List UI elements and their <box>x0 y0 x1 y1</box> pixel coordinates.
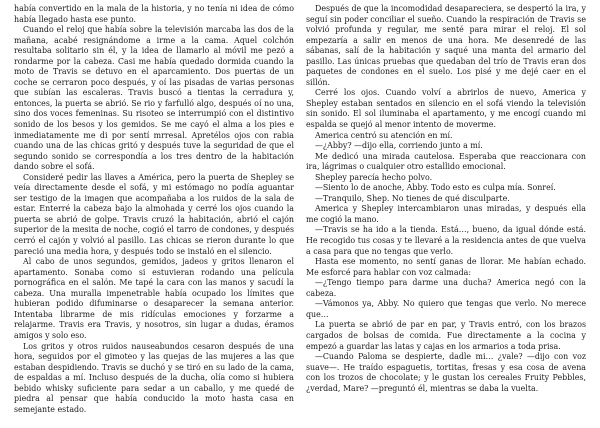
paragraph: America y Shepley intercambiaron unas miradas, y después ella me cogió la mano. <box>306 204 586 224</box>
paragraph: Cuando el reloj que había sobre la televisión marcaba las dos de la mañana, acabé resignándome a irme a la cama. Aquel colchón resultaba solitario sin él, y la idea de llamarlo al móvil me pezó a rondarme por la cabeza. Casi me había quedado dormida cuando la moto de Travis se detuvo en el aparcamiento. Dos puertas de un coche se cerraron poco después, y oí las pisadas de varias personas que subían las escaleras. Travis buscó a tientas la cerradura y, entonces, la puerta se abrió. Se rio y farfulló algo, después oí no una, sino dos voces femeninas. Su risoteo se interrumpió con el distintivo sonido de los besos y los gemidos. Se me cayó el alma a los pies e inmediatamente me di por sentí mrresal. Apretélos ojos con rabia cuando una de las chicas gritó y después tuve la seguridad de que el segundo sonido se correspondía a los tres dentro de la habitación dando sobre el sofá. <box>14 25 294 172</box>
left-page <box>14 0 294 428</box>
paragraph: Los gritos y otros ruidos nauseabundos cesaron después de una hora, seguidos por el gimoteo y las quejas de las mujeres a las que estaban despidiendo. Travis se duchó y se tiró en su lado de la cama, de espaldas a mí. Incluso después de la ducha, olía como si hubiera bebido whisky suficiente para sedar a un caballo, y me quedé de piedra al pensar que había conducido la moto hasta casa en semejante estado. <box>14 341 294 414</box>
paragraph: America centró su atención en mí. <box>315 130 453 140</box>
paragraph: había convertido en la mala de la historia, y no tenía ni idea de cómo había llegado hasta ese punto. <box>14 4 294 24</box>
paragraph: —¿Abby? —dijo ella, corriendo junto a mí. <box>315 141 483 151</box>
paragraph: —Cuando Paloma se despierte, dadle mi… ¿vale? —dijo con voz suave—. He traído espaguetis, tortitas, fresas y esa cosa de avena con los trozos de chocolate; y le gustan los cereales Fruity Pebbles, ¿verdad, Mare? —preguntó él, mientras se daba la vuelta. <box>306 352 586 393</box>
paragraph: —Tranquilo, Shep. No tienes de qué disculparte. <box>315 193 510 203</box>
paragraph: Hasta ese momento, no sentí ganas de llorar. Me habían echado. Me esforcé para hablar con voz calmada: <box>306 257 586 277</box>
paragraph: Al cabo de unos segundos, gemidos, jadeos y gritos llenaron el apartamento. Sonaba como si estuvieran rodando una película pornográfica en el salón. Me tapé la cara con las manos y sacudí la cabeza. Una muralla impenetrable había ocupado los límites que hubieran podido difuminarse o desaparecer la semana anterior. Intentaba librarme de mis ridículas emociones y forzarme a relajarme. Travis era Travis, y nosotros, sin lugar a dudas, éramos amigos y solo eso. <box>14 257 294 340</box>
paragraph: Cerré los ojos. Cuando volví a abrirlos de nuevo, America y Shepley estaban sentados en silencio en el sofá viendo la televisión sin sonido. El sol iluminaba el apartamento, y me encogí cuando mi espalda se quejó al menor intento de moverme. <box>306 88 586 130</box>
paragraph: La puerta se abrió de par en par, y Travis entró, con los brazos cargados de bolsas de comida. Fue directamente a la cocina y empezó a guardar las latas y cajas en los armarios a toda prisa. <box>306 320 586 351</box>
paragraph: Me dedicó una mirada cautelosa. Esperaba que reaccionara con ira, lágrimas o cualquier otro estallido emocional. <box>306 151 586 172</box>
paragraph: —Siento lo de anoche, Abby. Todo esto es culpa mía. Sonreí. <box>315 183 556 193</box>
paragraph: —¿Tengo tiempo para darme una ducha? America negó con la cabeza. <box>306 278 586 298</box>
paragraph: Consideré pedir las llaves a América, pero la puerta de Shepley se veía directamente desde el sofá, y mi estómago no podía aguantar ser testigo de la imagen que acompañaba a los ruidos de la sala de estar. Enterré la cabeza bajo la almohada y cerré los ojos cuando la puerta se abrió de golpe. Travis cruzó la habitación, abrió el cajón superior de la mesita de noche, cogió el tarro de condones, y después cerró el cajón y volvió al pasillo. Las chicas se rieron durante lo que pareció una media hora, y después todo se instaló en el silencio. <box>14 172 294 256</box>
paragraph: Después de que la incomodidad desapareciera, se despertó la ira, y seguí sin poder conciliar el sueño. Cuando la respiración de Travis se volvió profunda y regular, me senté para mirar el reloj. El sol empezaría a salir en menos de una hora. Me desenredé de las sábanas, salí de la habitación y saqué una manta del armario del pasillo. Las únicas pruebas que quedaban del trío de Travis eran dos paquetes de condones en el suelo. Los pisé y me dejé caer en el sillón. <box>306 4 586 87</box>
paragraph: —Travis se ha ido a la tienda. Está…, bueno, da igual dónde está. He recogido tus cosas y te llevaré a la residencia antes de que vuelva a casa para que no tengas que verlo. <box>306 225 586 256</box>
paragraph: —Vámonos ya, Abby. No quiero que tengas que verlo. No merece que… <box>306 299 586 319</box>
paragraph: Shepley parecía hecho polvo. <box>315 172 433 182</box>
right-page <box>306 0 586 428</box>
